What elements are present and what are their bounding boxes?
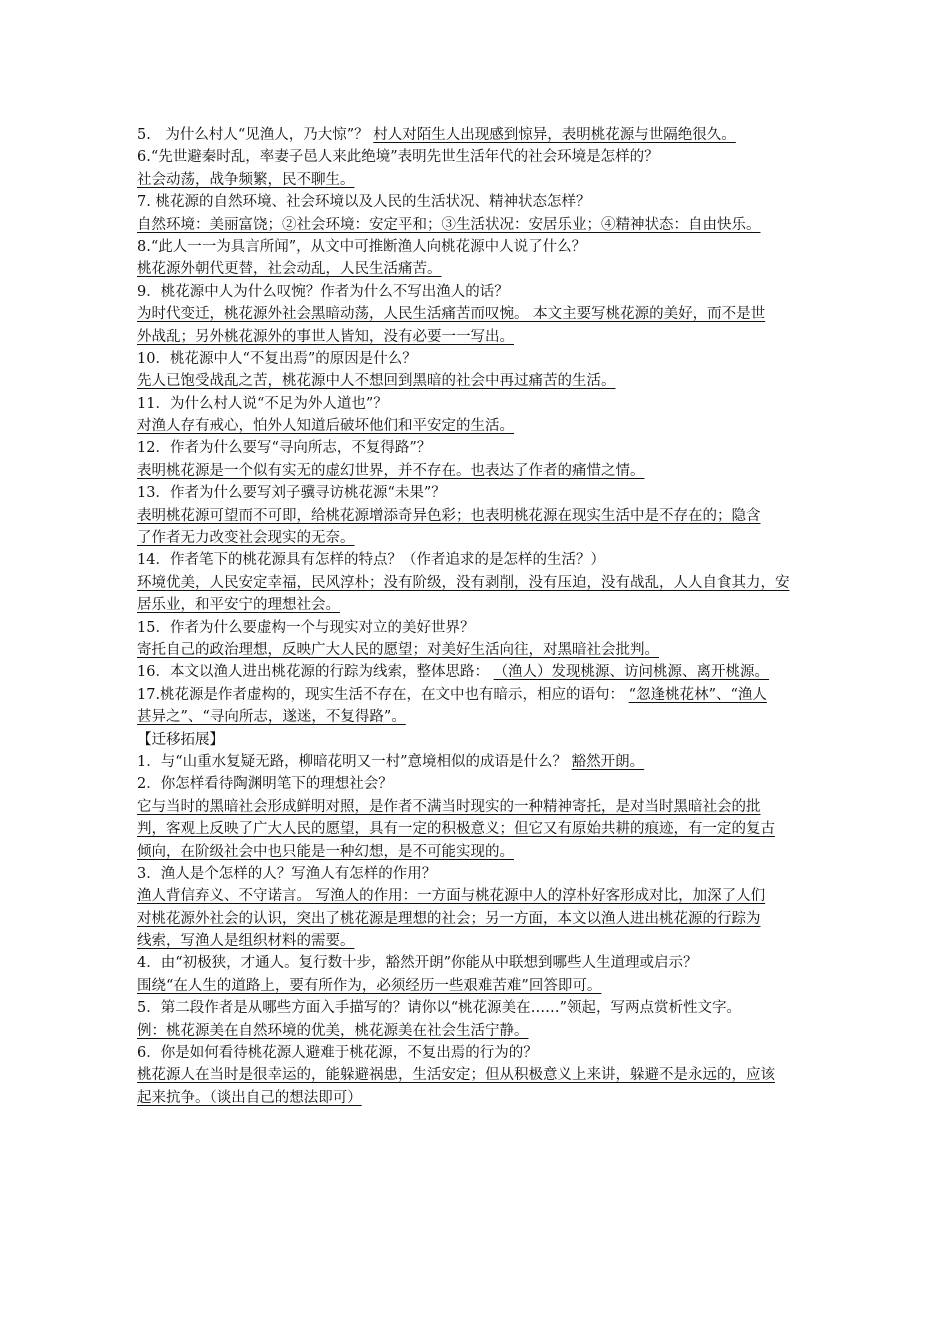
text-line [137,303,853,325]
question-text: 4．由“初极狭，才通人。复行数十步，豁然开朗”你能从中联想到哪些人生道理或启示？ [137,955,698,972]
text-line [137,482,853,504]
text-line [137,863,853,885]
answer-text: 外战乱；另外桃花源外的事世人皆知，没有必要一一写出。 [137,328,514,345]
answer-text: 豁然开朗。 [571,753,645,770]
answer-text: 对渔人存有戒心，怕外人知道后破坏他们和平安定的生活。 [137,418,514,435]
text-line [137,684,853,706]
answer-text: 桃花源人在当时是很幸运的，能躲避祸患，生活安定；但从积极意义上来讲，躲避不是永远的，应该 [137,1067,775,1084]
answer-text: 对桃花源外社会的认识，突出了桃花源是理想的社会；另一方面，本文以渔人进出桃花源的行踪为 [137,910,761,927]
text-line [137,773,853,795]
answer-text: 村人对陌生人出现感到惊异，表明桃花源与世隔绝很久。 [373,127,736,143]
text-line [137,549,853,571]
text-line [137,572,853,594]
question-text: 11．为什么村人说“不足为外人道也”？ [137,395,388,412]
answer-text: 渔人背信弃义、不守诺言。 写渔人的作用：一方面与桃花源中人的淳朴好客形成对比，加深了人们 [137,888,766,905]
text-line [137,952,853,974]
answer-text: 甚异之”、“寻向所志，遂迷，不复得路”。 [137,709,406,726]
text-line [137,124,853,146]
answer-text: 寄托自己的政治理想，反映广大人民的愿望；对美好生活向往，对黑暗社会批判。 [137,641,659,658]
text-line [137,236,853,258]
question-text: 16．本文以渔人进出桃花源的行踪为线索，整体思路： [137,664,489,681]
text-line [137,348,853,370]
answer-text: 社会动荡，战争频繁，民不聊生。 [137,171,355,188]
question-text: 6.“先世避秦时乱，率妻子邑人来此绝境”表明先世生活年代的社会环境是怎样的？ [137,149,659,166]
text-line [137,751,853,773]
answer-text: 了作者无力改变社会现实的无奈。 [137,530,355,547]
question-text: 8.“此人一一为具言所闻”，从文中可推断渔人向桃花源中人说了什么？ [137,238,587,255]
answer-text: 倾向，在阶级社会中也只能是一种幻想，是不可能实现的。 [137,843,514,860]
text-line [137,505,853,527]
answer-text: 自然环境：美丽富饶；②社会环境：安定平和；③生活状况：安居乐业；④精神状态：自由快乐。 [137,216,761,233]
answer-text: 它与当时的黑暗社会形成鲜明对照，是作者不满当时现实的一种精神寄托，是对当时黑暗社会的批 [137,798,761,815]
text-line [137,594,853,616]
answer-text: 表明桃花源可望而不可即，给桃花源增添奇异色彩；也表明桃花源在现实生活中是不存在的；隐含 [137,507,761,524]
question-text: 17.桃花源是作者虚构的，现实生活不存在，在文中也有暗示，相应的语句： [137,686,625,703]
answer-text: “忽逢桃花林”、“渔人 [628,686,767,703]
answer-text: 为时代变迁，桃花源外社会黑暗动荡，人民生活痛苦而叹惋。 本文主要写桃花源的美好，而不是世 [137,306,766,323]
question-text: 15．作者为什么要虚构一个与现实对立的美好世界？ [137,619,475,636]
answer-text: 表明桃花源是一个似有实无的虚幻世界，并不存在。也表达了作者的痛惜之情。 [137,462,645,479]
answer-text: 居乐业，和平安宁的理想社会。 [137,597,340,614]
text-line [137,460,853,482]
text-line [137,1020,853,1042]
text-line [137,258,853,280]
question-text: 3．渔人是个怎样的人？写渔人有怎样的作用？ [137,865,437,882]
question-text: 1．与“山重水复疑无路，柳暗花明又一村”意境相似的成语是什么？ [137,753,568,770]
answer-text: 桃花源外朝代更替，社会动乱，人民生活痛苦。 [137,261,442,278]
text-line [137,281,853,303]
text-line [137,617,853,639]
question-text: 14．作者笔下的桃花源具有怎样的特点？（作者追求的是怎样的生活？） [137,552,605,569]
text-line [137,191,853,213]
question-text: 10．桃花源中人“不复出焉”的原因是什么？ [137,350,417,367]
question-text: 5. 为什么村人“见渔人，乃大惊”？ [137,127,369,143]
heading-text: 【迁移拓展】 [137,731,224,748]
question-text: 12．作者为什么要写“寻向所志，不复得路”？ [137,440,432,457]
text-line [137,997,853,1019]
answer-text: 判，客观上反映了广大人民的愿望，具有一定的积极意义；但它又有原始共耕的痕迹，有一定的复古 [137,821,775,838]
question-text: 6．你是如何看待桃花源人避难于桃花源，不复出焉的行为的？ [137,1045,538,1062]
text-line [137,1087,853,1109]
text-line [137,169,853,191]
answer-text: 环境优美，人民安定幸福，民风淳朴；没有阶级，没有剥削，没有压迫，没有战乱，人人自食其力，安 [137,574,790,591]
text-line [137,415,853,437]
answer-text: （渔人）发现桃源、访问桃源、离开桃源。 [493,664,770,681]
answer-text: 例：桃花源美在自然环境的优美，桃花源美在社会生活宁静。 [137,1022,529,1039]
section-heading [137,729,853,751]
question-text: 7. 桃花源的自然环境、社会环境以及人民的生活状况、精神状态怎样？ [137,194,591,211]
answer-text: 起来抗争。（谈出自己的想法即可） [137,1089,362,1106]
text-line [137,214,853,236]
answer-text: 先人已饱受战乱之苦，桃花源中人不想回到黑暗的社会中再过痛苦的生活。 [137,373,616,390]
text-line [137,146,853,168]
text-line [137,930,853,952]
text-line [137,1064,853,1086]
text-line [137,527,853,549]
question-text: 9．桃花源中人为什么叹惋？作者为什么不写出渔人的话？ [137,283,509,300]
text-line [137,661,853,683]
document-body [137,124,853,1109]
text-line [137,437,853,459]
text-line [137,885,853,907]
text-line [137,326,853,348]
text-line [137,841,853,863]
text-line [137,1042,853,1064]
text-line [137,818,853,840]
answer-text: 围绕“在人生的道路上，要有所作为，必须经历一些艰难苦难”回答即可。 [137,977,602,994]
answer-text: 线索，写渔人是组织材料的需要。 [137,933,355,950]
question-text: 13．作者为什么要写刘子骥寻访桃花源“未果”？ [137,485,446,502]
question-text: 5．第二段作者是从哪些方面入手描写的？请你以“桃花源美在……”领起，写两点赏析性文字。 [137,1000,742,1017]
text-line [137,975,853,997]
text-line [137,639,853,661]
text-line [137,706,853,728]
text-line [137,393,853,415]
text-line [137,796,853,818]
text-line [137,908,853,930]
text-line [137,370,853,392]
question-text: 2．你怎样看待陶渊明笔下的理想社会？ [137,776,393,793]
